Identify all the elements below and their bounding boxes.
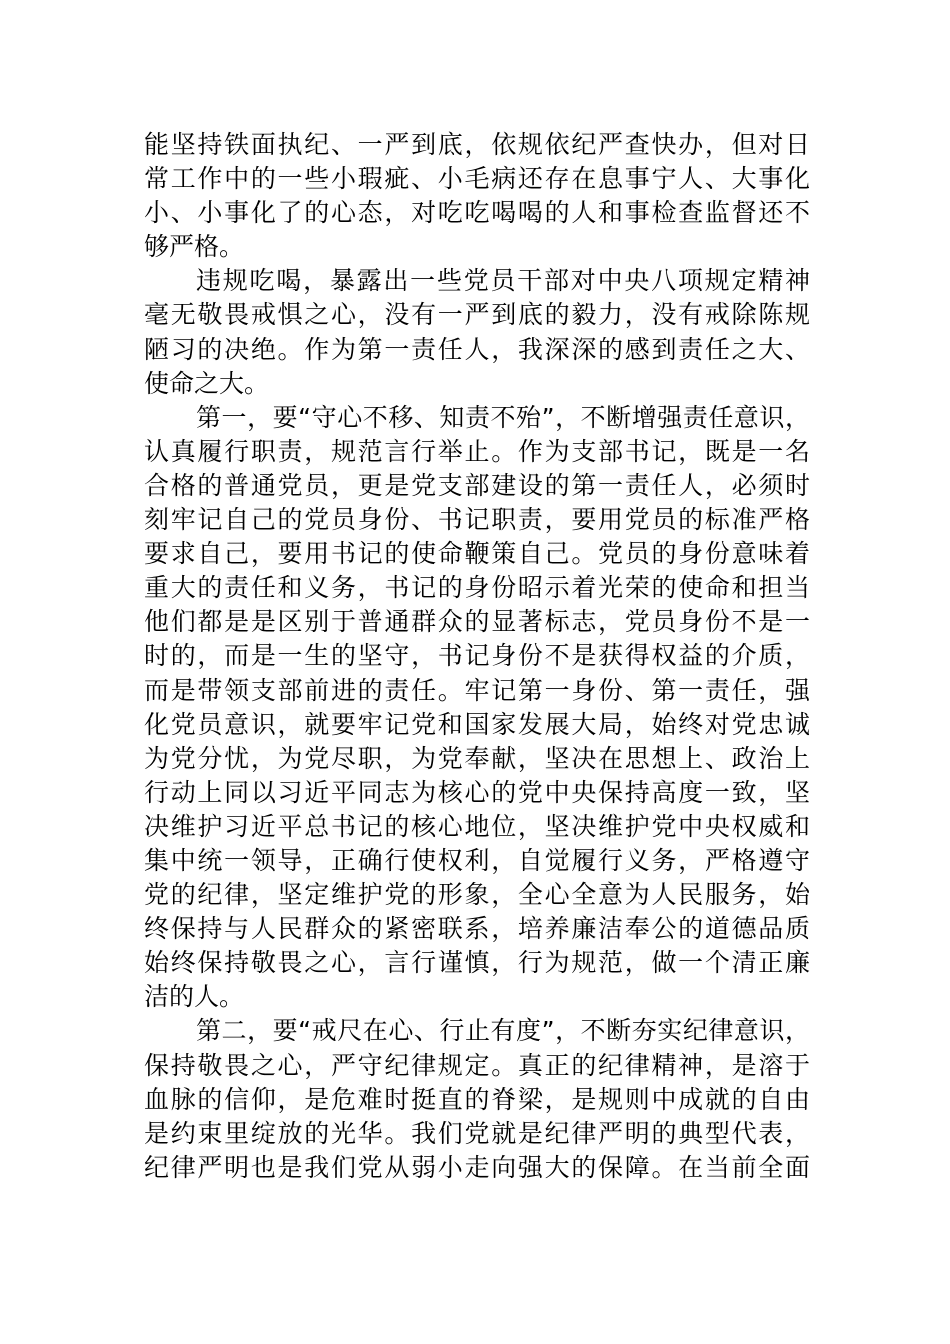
text-line: 纪律严明也是我们党从弱小走向强大的保障。在当前全面	[144, 1152, 810, 1182]
text-line: 要求自己，要用书记的使命鞭策自己。党员的身份意味着	[144, 539, 810, 569]
text-line: 保持敬畏之心，严守纪律规定。真正的纪律精神，是溶于	[144, 1050, 810, 1080]
text-line: 化党员意识，就要牢记党和国家发展大局，始终对党忠诚	[144, 709, 810, 739]
text-line: 毫无敬畏戒惧之心，没有一严到底的毅力，没有戒除陈规	[144, 300, 810, 330]
text-line: 始终保持敬畏之心，言行谨慎，行为规范，做一个清正廉	[144, 948, 810, 978]
text-line: 而是带领支部前进的责任。牢记第一身份、第一责任，强	[144, 675, 810, 705]
text-line: 陋习的决绝。作为第一责任人，我深深的感到责任之大、	[144, 334, 810, 364]
text-line: 决维护习近平总书记的核心地位，坚决维护党中央权威和	[144, 811, 810, 841]
document-page	[144, 128, 810, 1185]
text-line: 小、小事化了的心态，对吃吃喝喝的人和事检查监督还不	[144, 198, 810, 228]
text-line: 使命之大。	[144, 368, 270, 398]
text-line: 能坚持铁面执纪、一严到底，依规依纪严查快办，但对日	[144, 130, 810, 159]
paragraph-first-line: 第二，要“戒尺在心、行止有度”，不断夯实纪律意识，	[196, 1016, 810, 1046]
text-line: 为党分忧，为党尽职，为党奉献，坚决在思想上、政治上	[144, 743, 810, 773]
text-line: 集中统一领导，正确行使权利，自觉履行义务，严格遵守	[144, 845, 810, 875]
text-line: 常工作中的一些小瑕疵、小毛病还存在息事宁人、大事化	[144, 164, 810, 194]
paragraph-first-line: 第一，要“守心不移、知责不殆”，不断增强责任意识，	[196, 402, 810, 432]
text-line: 行动上同以习近平同志为核心的党中央保持高度一致，坚	[144, 777, 810, 807]
text-line: 党的纪律，坚定维护党的形象，全心全意为人民服务，始	[144, 880, 810, 910]
text-line: 洁的人。	[144, 982, 245, 1012]
text-line: 他们都是是区别于普通群众的显著标志，党员身份不是一	[144, 607, 810, 637]
text-line: 合格的普通党员，更是党支部建设的第一责任人，必须时	[144, 470, 810, 500]
text-line: 够严格。	[144, 232, 245, 262]
text-line: 认真履行职责，规范言行举止。作为支部书记，既是一名	[144, 436, 810, 466]
text-line: 血脉的信仰，是危难时挺直的脊梁，是规则中成就的自由	[144, 1084, 810, 1114]
text-line: 时的，而是一生的坚守，书记身份不是获得权益的介质，	[144, 641, 810, 671]
text-line: 是约束里绽放的光华。我们党就是纪律严明的典型代表，	[144, 1118, 810, 1148]
text-line: 刻牢记自己的党员身份、书记职责，要用党员的标准严格	[144, 505, 810, 535]
paragraph-first-line: 违规吃喝，暴露出一些党员干部对中央八项规定精神	[196, 266, 810, 296]
text-line: 重大的责任和义务，书记的身份昭示着光荣的使命和担当	[144, 573, 810, 603]
text-line: 终保持与人民群众的紧密联系，培养廉洁奉公的道德品质	[144, 914, 810, 944]
